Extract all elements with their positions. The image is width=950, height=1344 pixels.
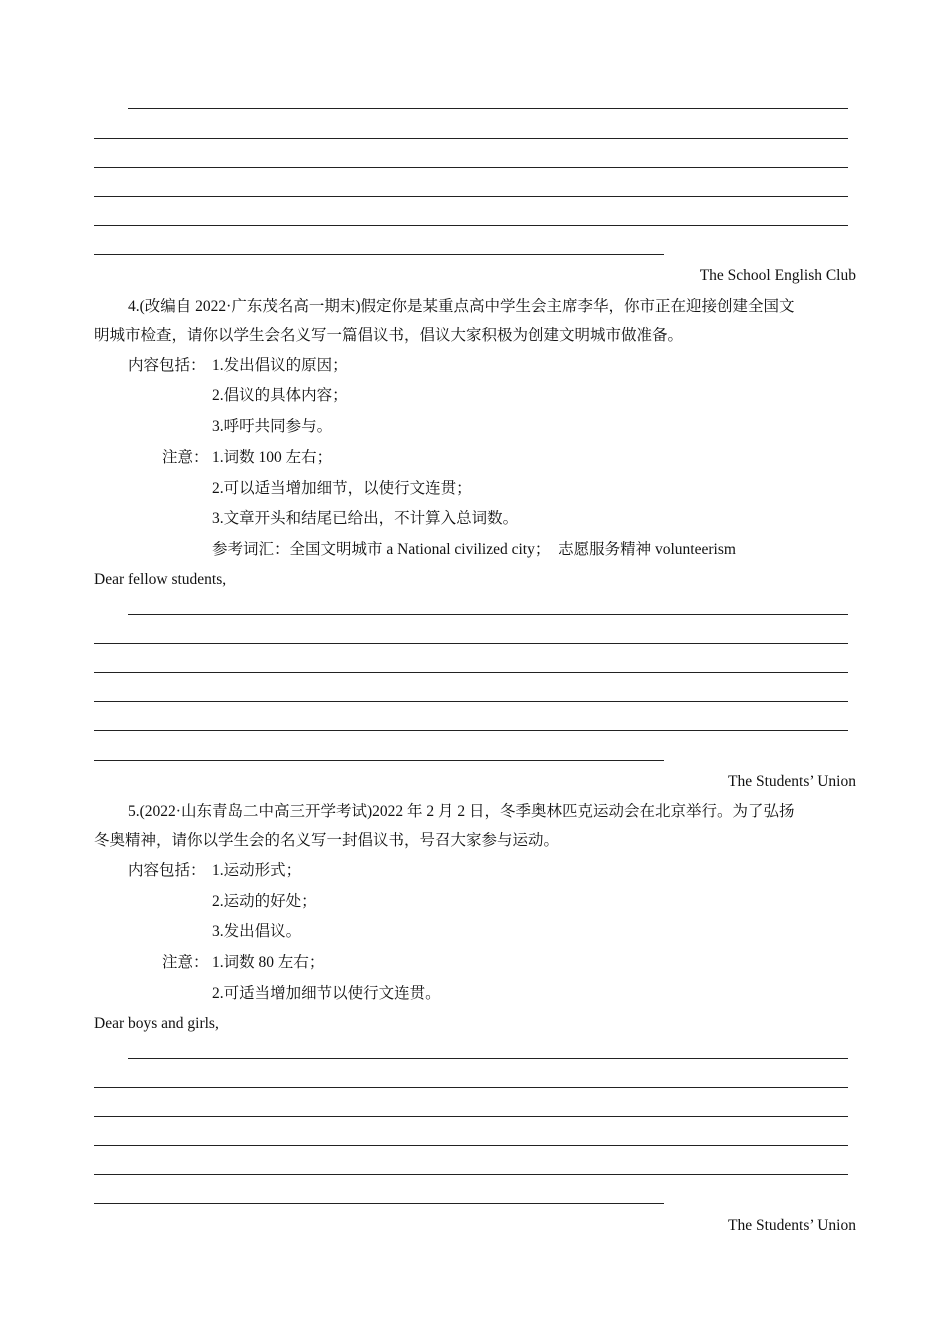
q4-note-item: 1.词数 100 左右；	[212, 449, 333, 466]
answer-line[interactable]	[128, 108, 848, 109]
answer-line[interactable]	[94, 1116, 848, 1117]
q5-content-item: 3.发出倡议。	[212, 923, 302, 940]
answer-line[interactable]	[128, 1058, 848, 1059]
sign-off-section3: The School English Club	[699, 267, 856, 284]
q5-notes-label: 注意：	[162, 954, 209, 971]
answer-line[interactable]	[94, 138, 848, 139]
q5-greeting: Dear boys and girls,	[94, 1015, 219, 1032]
q5-content-label: 内容包括：	[128, 862, 206, 879]
q4-note-item: 2.可以适当增加细节，以使行文连贯；	[212, 480, 472, 497]
answer-line[interactable]	[94, 760, 664, 761]
answer-line[interactable]	[94, 225, 848, 226]
q4-content-item: 1.发出倡议的原因；	[212, 357, 348, 374]
answer-line[interactable]	[94, 1174, 848, 1175]
q5-content-item: 2.运动的好处；	[212, 893, 317, 910]
q5-note-item: 1.词数 80 左右；	[212, 954, 325, 971]
answer-line[interactable]	[128, 614, 848, 615]
q4-prompt-line2: 明城市检查，请你以学生会名义写一篇倡议书，倡议大家积极为创建文明城市做准备。	[94, 327, 684, 344]
answer-line[interactable]	[94, 196, 848, 197]
q5-content-item: 1.运动形式；	[212, 862, 302, 879]
sign-off-q5: The Students’ Union	[727, 1217, 856, 1234]
q4-content-item: 3.呼吁共同参与。	[212, 418, 333, 435]
q5-prompt-line1: 5.(2022·山东青岛二中高三开学考试)2022 年 2 月 2 日，冬季奥林匹克运动会在北京举行。为了弘扬	[128, 803, 795, 820]
q4-notes-label: 注意：	[162, 449, 209, 466]
q4-content-item: 2.倡议的具体内容；	[212, 387, 348, 404]
q4-note-item: 3.文章开头和结尾已给出，不计算入总词数。	[212, 510, 519, 527]
q4-vocab: 参考词汇：全国文明城市 a National civilized city； 志愿服务精神 volunteerism	[212, 541, 736, 558]
q5-prompt-line2: 冬奥精神，请你以学生会的名义写一封倡议书，号召大家参与运动。	[94, 832, 560, 849]
answer-line[interactable]	[94, 672, 848, 673]
answer-line[interactable]	[94, 643, 848, 644]
answer-line[interactable]	[94, 1203, 664, 1204]
answer-line[interactable]	[94, 1087, 848, 1088]
answer-line[interactable]	[94, 1145, 848, 1146]
q4-greeting: Dear fellow students,	[94, 571, 227, 588]
q5-note-item: 2.可适当增加细节以使行文连贯。	[212, 985, 441, 1002]
answer-line[interactable]	[94, 254, 664, 255]
q4-content-label: 内容包括：	[128, 357, 206, 374]
answer-line[interactable]	[94, 701, 848, 702]
answer-line[interactable]	[94, 730, 848, 731]
answer-line[interactable]	[94, 167, 848, 168]
sign-off-q4: The Students’ Union	[727, 773, 856, 790]
q4-prompt-line1: 4.(改编自 2022·广东茂名高一期末)假定你是某重点高中学生会主席李华，你市正在迎接创建全国文	[128, 298, 795, 315]
